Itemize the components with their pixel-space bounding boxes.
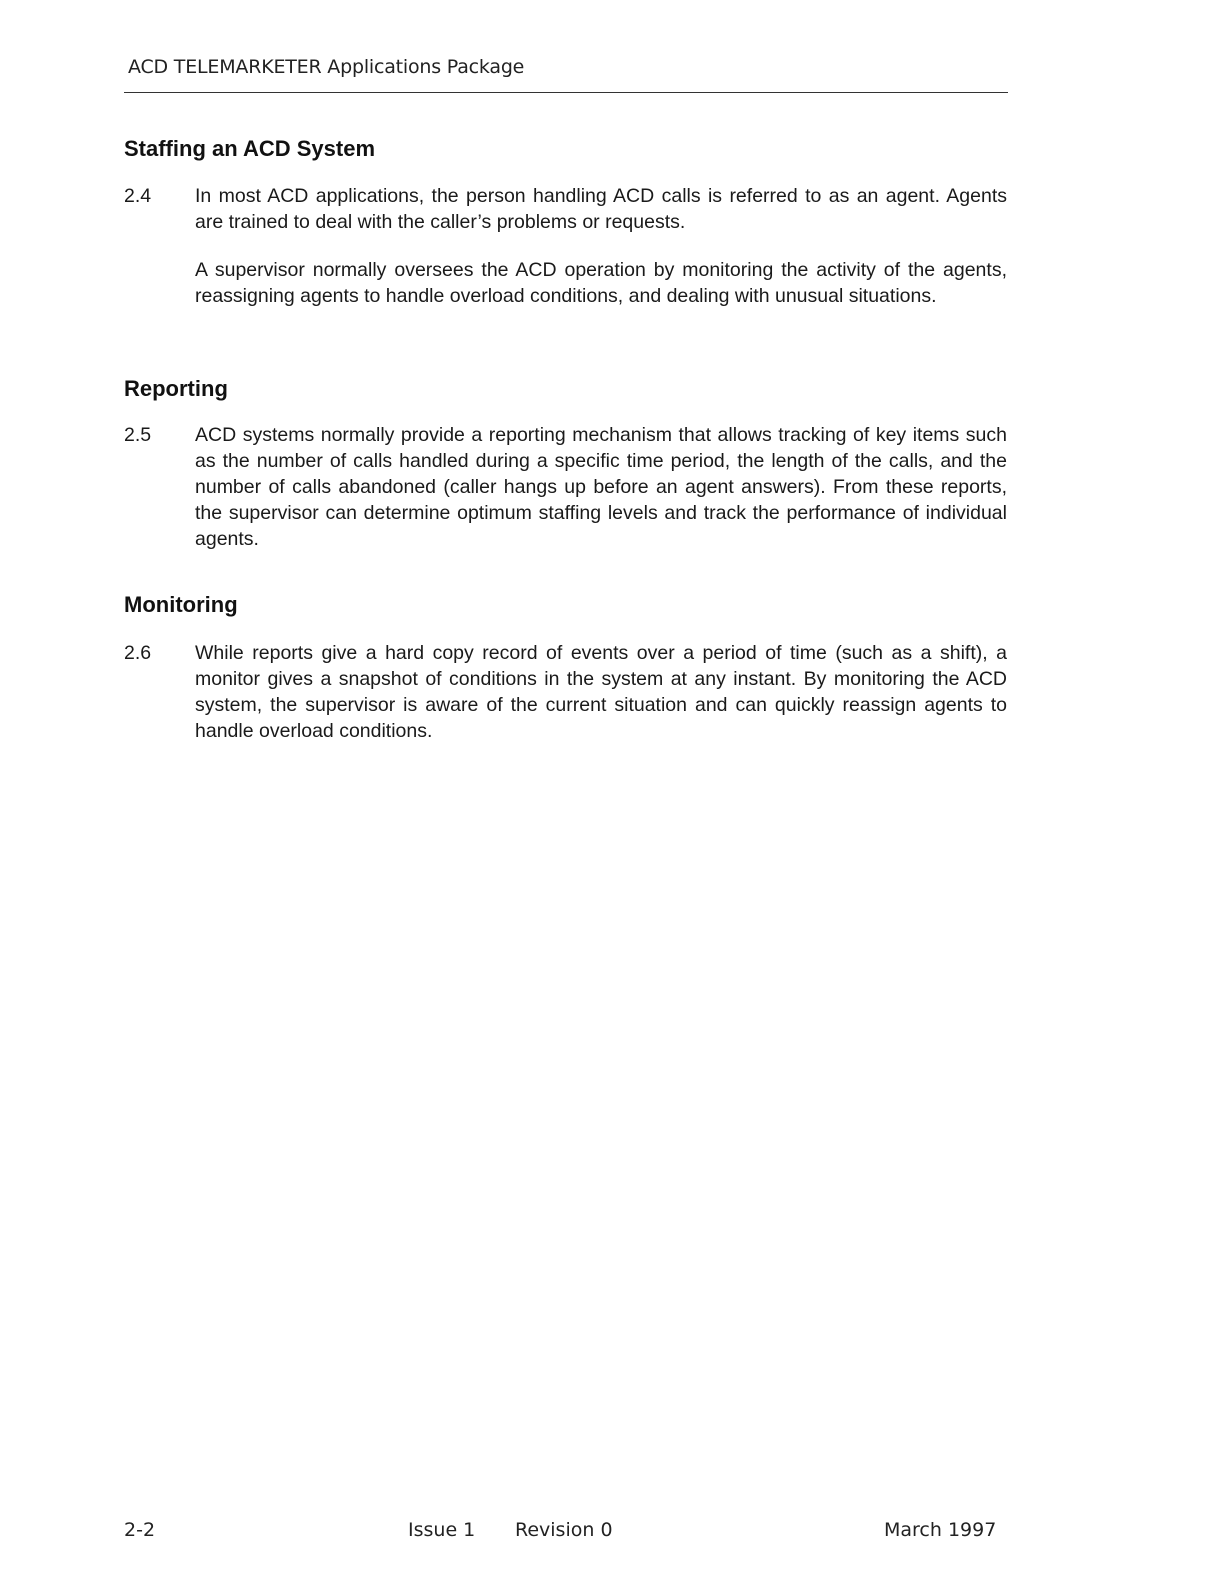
section-heading-reporting: Reporting: [124, 376, 228, 401]
footer-page-number: 2-2: [124, 1519, 156, 1541]
section-heading-monitoring: Monitoring: [124, 592, 238, 617]
paragraph-2-6-text: While reports give a hard copy record of events over a period of time (such as a shift), a monitor gives a snapshot of conditions in the system at any instant. By monitoring the ACD system, the supervisor is aware of the current situation and can quickly reassign agents to handle overload conditions.: [195, 642, 1007, 742]
section-heading-staffing: Staffing an ACD System: [124, 136, 376, 161]
paragraph-number-2-5: 2.5: [124, 424, 152, 446]
footer-date: March 1997: [884, 1519, 997, 1541]
paragraph-2-4-text: In most ACD applications, the person handling ACD calls is referred to as an agent. Agents are trained to deal with the caller’s problems or requests.: [195, 185, 1007, 233]
paragraph-number-2-6: 2.6: [124, 642, 152, 664]
header-rule: [124, 92, 1008, 93]
running-header: ACD TELEMARKETER Applications Package: [128, 56, 525, 78]
footer-revision: Revision 0: [515, 1519, 613, 1541]
paragraph-number-2-4: 2.4: [124, 185, 152, 207]
paragraph-2-5-text: ACD systems normally provide a reporting mechanism that allows tracking of key items such as the number of calls handled during a specific time period, the length of the calls, and the number of calls abandoned (caller hangs up before an agent answers). From these reports, the supervisor can determine optimum staffing levels and track the performance of individual agents.: [195, 424, 1007, 550]
paragraph-supervisor-text: A supervisor normally oversees the ACD operation by monitoring the activity of the agents, reassigning agents to handle overload conditions, and dealing with unusual situations.: [195, 259, 1007, 307]
footer-issue: Issue 1: [408, 1519, 476, 1541]
